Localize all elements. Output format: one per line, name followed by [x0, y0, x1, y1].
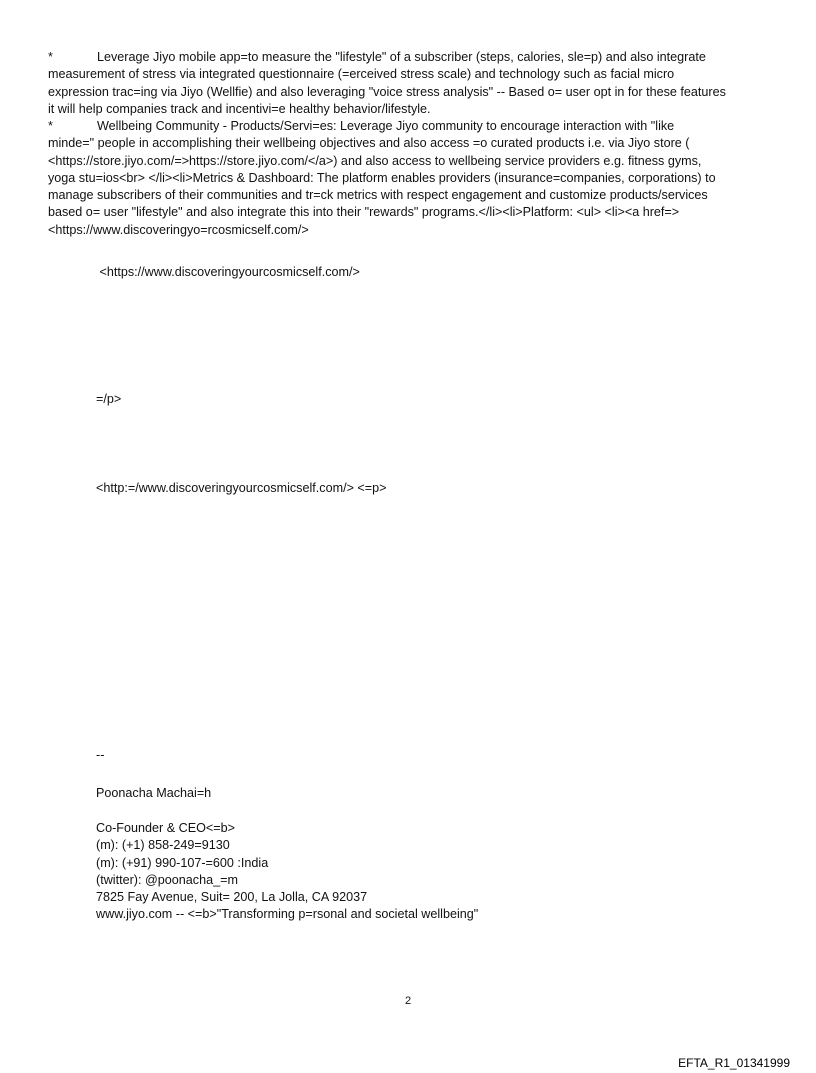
paragraph-line: it will help companies track and incentivi=e healthy behavior/lifestyle.	[48, 101, 431, 116]
bullet-marker: *	[48, 50, 53, 64]
paragraph-line: measurement of stress via integrated questionnaire (=erceived stress scale) and technology such as facial micro	[48, 67, 675, 82]
bates-number: EFTA_R1_01341999	[678, 1056, 790, 1070]
p-close-fragment: =/p>	[96, 392, 122, 406]
signature-separator: --	[96, 748, 105, 762]
paragraph-line: <https://www.discoveringyo=rcosmicself.com/>	[48, 222, 309, 237]
bullet-paragraph-lifestyle	[48, 49, 768, 118]
signature-title: Co-Founder & CEO<=b>	[96, 821, 235, 835]
link-text-2: <http:=/www.discoveringyourcosmicself.com/> <=p>	[96, 481, 387, 495]
signature-phone-us: (m): (+1) 858-249=9130	[96, 838, 230, 853]
signature-twitter: (twitter): @poonacha_=m	[96, 872, 238, 887]
link-text-1: <https://www.discoveringyourcosmicself.com/>	[96, 265, 360, 279]
paragraph-line: Wellbeing Community - Products/Servi=es: Leverage Jiyo community to encourage interaction with "like	[97, 119, 675, 133]
page-number: 2	[404, 995, 412, 1007]
paragraph-line: manage subscribers of their communities and tr=ck metrics with respect engagement and customize products/services	[48, 188, 708, 203]
paragraph-line: Leverage Jiyo mobile app=to measure the "lifestyle" of a subscriber (steps, calories, sle=p) and also integrate	[97, 50, 706, 64]
signature-details	[96, 820, 478, 924]
signature-name: Poonacha Machai=h	[96, 786, 212, 800]
paragraph-line: <https://store.jiyo.com/=>https://store.jiyo.com/</a>) and also access to wellbeing service providers e.g. fitness gyms,	[48, 153, 702, 168]
bullet-paragraph-community	[48, 118, 768, 239]
paragraph-line: based o= user "lifestyle" and also integrate this into their "rewards" programs.</li><li>Platform: <ul> <li><a href=>	[48, 205, 680, 220]
signature-address: 7825 Fay Avenue, Suit= 200, La Jolla, CA 92037	[96, 890, 368, 905]
signature-website-tagline: www.jiyo.com -- <=b>"Transforming p=rsonal and societal wellbeing"	[96, 907, 479, 922]
paragraph-line: minde=" people in accomplishing their wellbeing objectives and also access =o curated products i.e. via Jiyo store (	[48, 136, 690, 151]
bullet-marker: *	[48, 119, 53, 133]
paragraph-line: yoga stu=ios<br> </li><li>Metrics & Dashboard: The platform enables providers (insurance=companies, corporations) to	[48, 170, 716, 185]
paragraph-line: expression trac=ing via Jiyo (Wellfie) and also leveraging "voice stress analysis" -- Based o= user opt in for these features	[48, 84, 726, 99]
signature-phone-india: (m): (+91) 990-107-=600 :India	[96, 855, 269, 870]
